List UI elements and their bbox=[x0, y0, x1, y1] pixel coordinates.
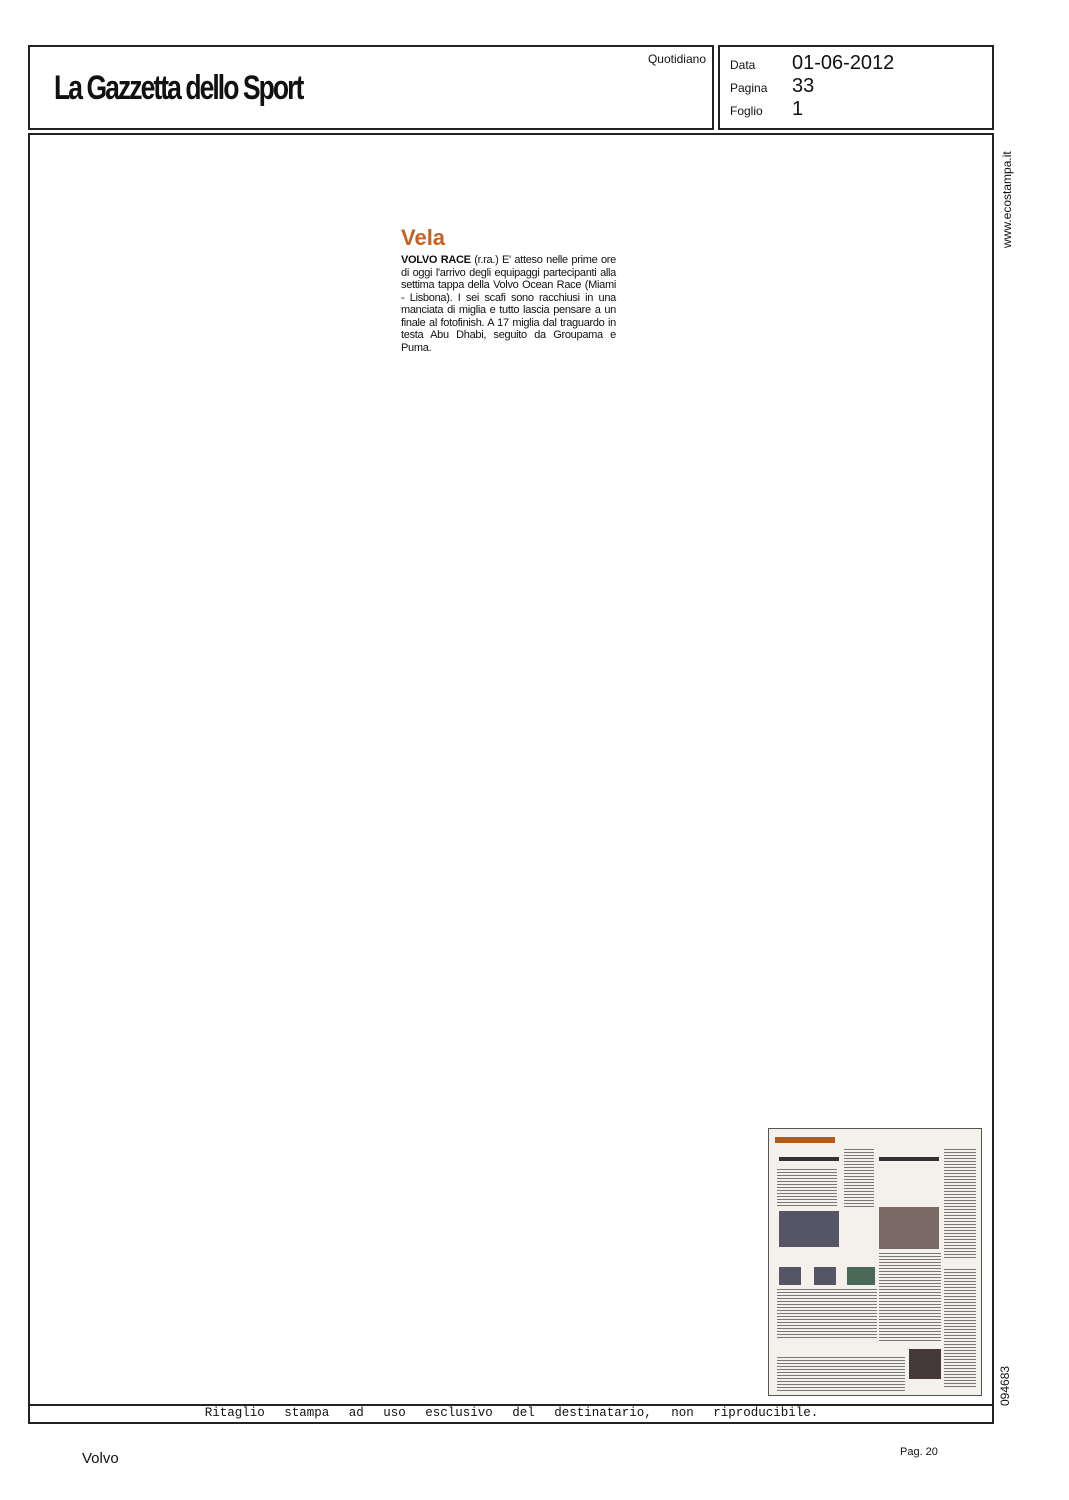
reproduction-notice: Ritaglio stampa ad uso esclusivo del destinatario, non riproducibile. bbox=[204, 1406, 819, 1420]
thumbnail-text bbox=[944, 1269, 976, 1387]
thumbnail-text bbox=[777, 1357, 905, 1391]
sheet-row bbox=[730, 98, 803, 121]
thumbnail-text bbox=[777, 1289, 877, 1339]
article-text: (r.ra.) E' atteso nelle prime ore di oggi l'arrivo degli equipaggi partecipanti alla settima tappa della Volvo Ocean Race (Miami - Lisbona). I sei scafi sono racchiusi in una manciata di miglia e tutto lascia pensare a un finale al fotofinish. A 17 miglia dal traguardo in testa Abu Dhabi, seguito da Groupama e Puma. bbox=[401, 254, 616, 354]
thumbnail-text bbox=[879, 1253, 941, 1343]
thumbnail-text bbox=[844, 1149, 874, 1209]
thumbnail-photo bbox=[814, 1267, 836, 1285]
thumbnail-headline bbox=[879, 1157, 939, 1161]
page-label: Pagina bbox=[730, 81, 768, 95]
page-thumbnail bbox=[768, 1128, 982, 1396]
thumbnail-photo bbox=[909, 1349, 941, 1379]
page-row bbox=[730, 75, 814, 98]
website-label: www.ecostampa.it bbox=[1000, 151, 1014, 248]
edition-type: Quotidiano bbox=[647, 52, 706, 66]
thumbnail-section-bar bbox=[775, 1137, 835, 1143]
thumbnail-photo bbox=[879, 1207, 939, 1249]
section-title: Vela bbox=[401, 225, 446, 250]
thumbnail-text bbox=[944, 1149, 976, 1259]
article-body bbox=[401, 254, 616, 354]
masthead-box bbox=[28, 45, 714, 130]
date-value: 01-06-2012 bbox=[792, 52, 895, 74]
sheet-label: Foglio bbox=[730, 104, 763, 118]
thumbnail-photo bbox=[779, 1211, 839, 1247]
date-row bbox=[730, 52, 894, 75]
thumbnail-text bbox=[777, 1169, 837, 1207]
client-name: Volvo bbox=[82, 1450, 119, 1467]
page-value: 33 bbox=[792, 75, 815, 97]
sheet-value: 1 bbox=[792, 98, 804, 120]
article-lead: VOLVO RACE bbox=[401, 254, 471, 266]
thumbnail-photo bbox=[847, 1267, 875, 1285]
thumbnail-photo bbox=[779, 1267, 801, 1285]
date-label: Data bbox=[730, 58, 756, 72]
page-number: Pag. 20 bbox=[900, 1446, 938, 1458]
thumbnail-headline bbox=[779, 1157, 839, 1161]
clipping-code: 094683 bbox=[998, 1365, 1012, 1406]
metadata-box bbox=[718, 45, 994, 130]
publication-logo: La Gazzetta dello Sport bbox=[54, 69, 303, 107]
article bbox=[401, 226, 616, 354]
